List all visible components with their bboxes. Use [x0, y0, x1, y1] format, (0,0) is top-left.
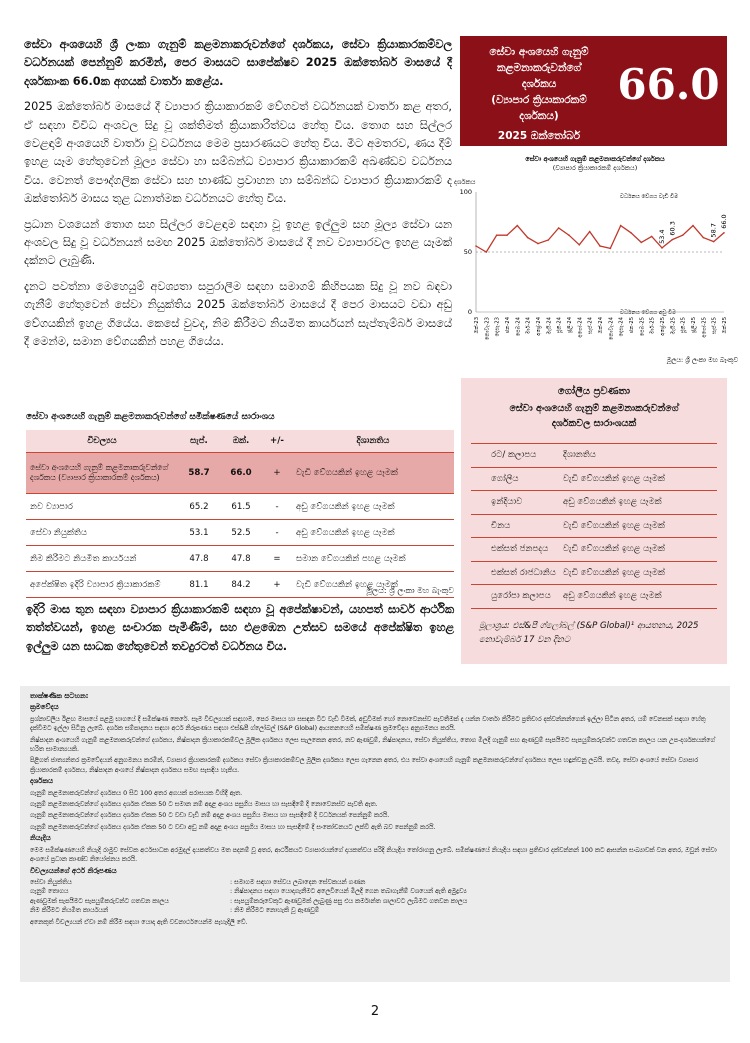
chart-source: මූලය: ශ්‍රී ලංකා මහ බැංකුව — [666, 356, 738, 364]
data-point — [548, 239, 550, 241]
region-name: එක්සත් රාජධානිය — [491, 567, 556, 578]
data-label: 58.7 — [709, 223, 718, 238]
definition-row — [30, 878, 720, 887]
table-row — [26, 520, 454, 546]
table-cell: අඩු වේගයකින් ඉහළ යෑමක් — [292, 494, 454, 520]
x-tick-label: ජන-25 — [629, 317, 635, 334]
x-tick-label: අප්‍රේ-24 — [536, 317, 542, 336]
global-panel-source: මූලාශ්‍රය: එස්&පී ග්ලෝබල් (S&P Global)¹ ආයතනය, 2025 නොවැම්බර් 17 වන දිනට — [479, 620, 699, 645]
headline-index-value: 66.0 — [617, 60, 720, 109]
definition-text: : සමාගම සඳහා සේවය ලබාදෙන සේවකයන් ගණන — [230, 878, 366, 886]
table-cell: නිම කිරීමට නියමිත කාර්යයන් — [26, 546, 178, 572]
data-point — [527, 237, 529, 239]
table-cell: 61.5 — [220, 494, 262, 520]
global-panel-title: ගෝලීය ප්‍රවණතා — [557, 386, 631, 397]
table-cell: + — [262, 572, 292, 598]
notes-text: මෙම සමීක්ෂණයෙහි නියැදි රාමුව සේවක අර්ථසාධක අරමුදල් දායකත්වය මත පදනම් වූ අතර, ආර්ථිකයට ව්‍යාපාරයන්ගේ දායකත්වය පරිදි නියැදිය තෝරාගනු ලැබේ. සමීක්ෂණයේ නියැදිය සඳහා ප්‍රතිචාර දක්වන්නන් 100 කට ආසන්න සංඛ්‍යාවක් වන අතර, ඔවුන් සේවා අංශයේ ප්‍රධාන කාණ්ඩ නියෝජනය කරයි. — [30, 846, 717, 864]
notes-heading: විචල්‍යයන්ගේ අර්ථ නිරූපණය — [30, 866, 117, 875]
notes-text: ගැනුම් කළමනාකරුවන්ගේ දර්ශකය 0 සිට 100 අතර අගයක් පරාසයක විහිදී ඇත. — [30, 789, 243, 797]
data-point — [630, 232, 632, 234]
data-label: 60.3 — [668, 221, 677, 236]
table-cell: සමාන වේගයකින් පහළ යෑමක් — [292, 546, 454, 572]
x-tick-label: දෙසැ-24 — [618, 317, 625, 337]
data-point — [713, 241, 715, 243]
table-row — [471, 468, 717, 492]
x-tick-label: නොවැ-24 — [608, 317, 615, 341]
intro-column — [24, 36, 452, 359]
table-cell: 47.8 — [220, 546, 262, 572]
global-trends-panel — [461, 378, 727, 664]
table-cell: සේවා නියුක්තිය — [26, 520, 178, 546]
data-point — [475, 245, 477, 247]
x-tick-label: ඔක්-25 — [722, 317, 728, 334]
definition-text: : නිෂ්පාදනය සඳහා යොදාගැනීමට අලෙවියෙන් මිලදී ගෙන තබාගැනීම් වශයෙන් ඇති අමුද්‍රව්‍ය — [230, 888, 467, 896]
outlook-paragraph: ඉදිරි මාස තුන සඳහා ව්‍යාපාර ක්‍රියාකාරකම් සඳහා වූ අපේක්ෂාවන්, යහපත් සාර්ව ආර්ථික තත්ත්වයන්, ඉහළ සංචාරක පැමිණීම්, සහ එළඹෙන උත්සව සමයේ අපේක්ෂිත ඉහළ ඉල්ලුම යන සාධක හේතුවෙන් තවදුරටත් වර්ධනය විය. — [26, 603, 454, 653]
column-header: සැප්. — [178, 430, 220, 453]
chart-lower-note: වර්ධනය වේගය අඩු වීම — [620, 310, 676, 316]
headline-index-box — [460, 36, 727, 146]
definition-row — [30, 897, 720, 906]
x-tick-label: මාර්-24 — [525, 317, 532, 335]
x-tick-label: අගෝ-25 — [701, 317, 708, 338]
global-panel-table — [471, 443, 717, 609]
page-number: 2 — [370, 1004, 380, 1019]
notes-text: ප්‍රශ්නාවලිය ඊළඟ මාසයේ පළමු භාගයේ දී සමීක්ෂණ කෙරේ. සෑම විචල්‍යයක් සඳහාම, පෙර මාසය හා සසඳන විට වැඩි වීමක්, අඩුවීමක් හෝ නොවෙනස්ව පැවතීමක් ද යන්න වාර්තා කිරීමට ප්‍රතිචාර දක්වන්නන්ගෙන් ඉල්ලා සිටින අතර, යම් වෙනසක් සඳහා හේතු දැක්වීමට ඉල්ලා සිටිනු ලැබේ. දර්ශක සම්පාදනය සඳහා අර්ථ නිරූපණය සඳහා එස්&පී ග්ලෝබල් (S&P Global) ආයතනයෙහි සමීක්ෂණ ක්‍රමවේදය අනුගමනය කරයි. — [30, 715, 706, 733]
hero-line: (ව්‍යාපාර ක්‍රියාකාරකම් — [491, 94, 587, 106]
data-label: 66.0 — [720, 214, 728, 229]
table-cell: 47.8 — [178, 546, 220, 572]
data-point — [558, 227, 560, 229]
table-cell: 84.2 — [220, 572, 262, 598]
table-row — [471, 585, 717, 609]
x-tick-label: අගෝ-24 — [577, 317, 584, 338]
region-name: ඉන්දියාව — [491, 497, 523, 508]
table-cell: වැඩි වේගයකින් ඉහළ යෑමක් — [292, 572, 454, 598]
definition-term: ගැනුම් තොගය — [30, 888, 69, 896]
hero-line: කළමනාකරුවන්ගේ — [496, 62, 582, 74]
notes-heading: නියැදිය — [30, 834, 51, 843]
region-trend: වැඩි වේගයකින් ඉහළ යෑමක් — [563, 567, 665, 578]
x-tick-label: මාර්-25 — [649, 317, 656, 335]
x-tick-label: පෙබ-24 — [515, 317, 522, 337]
data-label: 53.4 — [658, 229, 666, 244]
table-cell: + — [262, 453, 292, 494]
data-point — [579, 244, 581, 246]
table-row — [26, 453, 454, 494]
global-panel-subtitle-line: සේවා අංශයෙහි ගැනුම් කළමනාකරුවන්ගේ — [509, 403, 679, 414]
table-cell: - — [262, 520, 292, 546]
table-row — [471, 515, 717, 539]
body-paragraph: දැනට පවත්නා මෙහෙයුම් අවශ්‍යතා සපුරාලීම සඳහා සමාගම් කිහිපයක සිදු වූ නව බඳවා ගැනීම් හේතුවෙන් සේවා නියුක්තිය 2025 ඔක්තෝබර් මාසයේ දී පෙර මාසයට වඩා අඩු වේගයකින් ඉහළ ගියේය. කෙසේ වුවද, නිම කිරීමට නියමිත කාර්යයන් සැප්තැම්බර් මාසයේ දී මෙන්ම, සමාන වේගයකින් පහළ ගියේය. — [24, 279, 452, 349]
data-point — [568, 234, 570, 236]
table-cell: අඩු වේගයකින් ඉහළ යෑමක් — [292, 520, 454, 546]
column-header: දිශානතිය — [563, 450, 596, 461]
y-tick-label: 100 — [459, 188, 472, 196]
hero-line: 2025 ඔක්තෝබර් — [497, 130, 581, 142]
x-tick-label: නොවැ-23 — [484, 317, 491, 341]
chart-ylabel: දර්ශකය — [454, 178, 476, 186]
summary-table-source: මූලය: ශ්‍රී ලංකා මහ බැංකුව — [366, 586, 454, 595]
data-point — [723, 232, 725, 234]
notes-heading: ක්‍රමවේදය — [30, 703, 59, 712]
table-cell: 65.2 — [178, 494, 220, 520]
table-cell: වැඩි වේගයකින් ඉහළ යෑමක් — [292, 453, 454, 494]
hero-line: දර්ශකය) — [519, 110, 559, 122]
x-tick-label: මැයි-25 — [670, 317, 677, 335]
table-cell: සේවා අංශයෙහි ගැනුම් කළමනාකරුවන්ගේ දර්ශකය (ව්‍යාපාර ක්‍රියාකාරකම් දර්ශකය) — [26, 453, 178, 494]
table-row — [471, 491, 717, 515]
x-tick-label: ඔක්-24 — [598, 317, 604, 334]
region-trend: වැඩි වේගයකින් ඉහළ යෑමක් — [563, 473, 665, 484]
definition-text: : සැපයුම්කරුවෙකුට ඇණවුමක් ලැබුණු පසු එය කර්මාන්ත ශාලාවට ලැබීමට ගතවන කාලය — [230, 897, 468, 905]
x-tick-label: පෙබ-25 — [639, 317, 646, 337]
summary-table — [26, 430, 454, 598]
data-point — [620, 225, 622, 227]
data-point — [672, 239, 674, 241]
series-line — [476, 226, 724, 252]
notes-text: නිෂ්පාදන අංශයෙහි ගැනුම් කළමනාකරුවන්ගේ දර්ශකය, නිෂ්පාදන ක්‍රියාකාරකම්වල මූලික දර්ශකය ලෙස සැලකෙන අතර, නව ඇණවුම්, නිෂ්පාදනය, සේවා නියුක්තිය, තොග මිලදී ගැනුම් සහ ඇණවුම් සැපයීමට සැපයුම්කරුවන්ට ගතවන කාලය යන උප-දර්ශකයන්ගේ භරිත සාමාන්‍යයකි. — [30, 736, 715, 754]
x-tick-label: සැප්-24 — [587, 317, 594, 335]
data-point — [517, 225, 519, 227]
notes-text: අනෙකුත් විචල්‍යයන් ඒවා නම් කිරීම සඳහා යොදා ඇති වචනාර්ථයෙන්ම පැහැදිලි වේ. — [30, 918, 248, 926]
data-point — [599, 245, 601, 247]
column-header: දිශානතිය — [292, 430, 454, 453]
notes-text: ගැනුම් කළමනාකරුවන්ගේ දර්ශකය දර්ශක ඒකක 50 ට වඩා අඩු නම් අදාළ අංශය පසුගිය මාසය හා සැසඳීමේ දී සංකෝචනයට ලක්වී ඇති බව පෙන්නුම් කරයි. — [30, 823, 436, 831]
table-cell: - — [262, 494, 292, 520]
hero-line: සේවා අංශයෙහි ගැනුම් — [489, 46, 589, 58]
x-tick-label: අප්‍රේ-25 — [660, 317, 666, 336]
region-trend: අඩු වේගයකින් ඉහළ යෑමක් — [563, 591, 662, 602]
table-cell: = — [262, 546, 292, 572]
global-panel-subtitle-line: දර්ශකවල සාරාංශයක් — [551, 418, 637, 429]
x-tick-label: ජූනි-24 — [556, 317, 563, 334]
column-header: +/- — [262, 430, 292, 453]
technical-notes — [20, 686, 730, 982]
table-row — [471, 538, 717, 562]
definition-row — [30, 887, 720, 896]
x-tick-label: මැයි-24 — [546, 317, 553, 335]
data-point — [506, 234, 508, 236]
global-header-row — [471, 444, 717, 468]
data-point — [682, 234, 684, 236]
global-panel-subtitle — [461, 401, 727, 431]
x-tick-label: සැප්-25 — [711, 317, 718, 335]
lead-paragraph: සේවා අංශයෙහි ශ්‍රී ලංකා ගැනුම් කළමනාකරුවන්ගේ දර්ශකය, සේවා ක්‍රියාකාරකම්වල වර්ධනයක් පෙන්නුම් කරමින්, පෙර මාසයට සාපේක්ෂව 2025 ඔක්තෝබර් මාසයේ දී දර්ශකාංක 66.0ක අගයක් වාර්තා කළේය. — [24, 38, 452, 88]
table-header-row — [26, 430, 454, 453]
definition-row — [30, 906, 720, 915]
definition-term: නිම කිරීමට නියමිත කාර්යයන් — [30, 907, 109, 915]
x-tick-label: ඔක්-23 — [474, 317, 480, 334]
table-cell: 66.0 — [220, 453, 262, 494]
notes-text: පිළිගත් ජාත්‍යන්තර ක්‍රමවේදයන් අනුගමනය කරමින්, ව්‍යාපාර ක්‍රියාකාරකම් දර්ශකය සේවා ක්‍රියාකාරකම්වල මූලික දර්ශකය ලෙස ගැනෙන අතර, එය සේවා අංශයෙහි ගැනුම් කළමනාකරුවන්ගේ දර්ශකය ලෙස හඳුන්වනු ලබයි. තවද, සේවා අංශයේ සේවා ව්‍යාපාර ක්‍රියාකාරකම් දර්ශකය, නිෂ්පාදන අංශයේ නිෂ්පාදන දර්ශකය සමඟ සැසඳිය හැකිය. — [30, 757, 699, 774]
table-cell: 81.1 — [178, 572, 220, 598]
notes-text: ගැනුම් කළමනාකරුවන්ගේ දර්ශකය දර්ශක ඒකක 50 ට සමාන නම් අදාළ අංශය පසුගිය මාසය හා සැසඳීමේ දී නොවෙනස්ව පැවති ඇත. — [30, 801, 378, 809]
region-name: යුරෝපා කලාපය — [491, 591, 551, 602]
column-header: රට/ කලාපය — [491, 450, 537, 461]
notes-text: ගැනුම් කළමනාකරුවන්ගේ දර්ශකය දර්ශක ඒකක 50 ට වඩා වැඩි නම් අදාළ අංශය පසුගිය මාසය හා සැසඳීමේ දී වර්ධනයක් පෙන්නුම් කරයි. — [30, 812, 390, 820]
data-point — [692, 225, 694, 227]
data-point — [651, 236, 653, 238]
data-point — [589, 231, 591, 233]
x-tick-label: දෙසැ-23 — [494, 317, 501, 337]
definition-term: ඇණවුමක් සැපයීමට සැපයුම්කරුවන්ට ගතවන කාලය — [30, 897, 169, 905]
notes-heading: දර්ශකය — [30, 777, 54, 786]
headline-index-label — [468, 44, 610, 144]
region-name: චීනය — [491, 520, 511, 531]
chart-subtitle: (ව්‍යාපාර ක්‍රියාකාරකම් දර්ශකය) — [552, 164, 638, 172]
chart-svg — [450, 150, 740, 370]
summary-table-title: සේවා අංශයෙහි ගැනුම් කළමනාකරුවන්ගේ සමීක්ෂණයේ සාරාංශය — [26, 412, 275, 422]
table-cell: 53.1 — [178, 520, 220, 546]
data-point — [703, 237, 705, 239]
x-tick-label: ජන-24 — [505, 317, 511, 334]
table-cell: අපේක්ෂිත ඉදිරි ව්‍යාපාර ක්‍රියාකාරකම් — [26, 572, 178, 598]
region-trend: වැඩි වේගයකින් ඉහළ යෑමක් — [563, 520, 665, 531]
data-point — [661, 247, 663, 249]
y-tick-label: 0 — [467, 308, 472, 316]
x-tick-label: ජූලි-24 — [567, 317, 573, 333]
table-cell: 58.7 — [178, 453, 220, 494]
region-trend: වැඩි වේගයකින් ඉහළ යෑමක් — [563, 544, 665, 555]
x-tick-label: ජූලි-25 — [691, 317, 697, 333]
definition-text: : නිම කිරීමට නොහැකි වූ ඇණවුම් — [230, 907, 320, 915]
region-trend: අඩු වේගයකින් ඉහළ යෑමක් — [563, 497, 662, 508]
data-point — [641, 242, 643, 244]
table-cell: 52.5 — [220, 520, 262, 546]
definition-term: සේවා නියුක්තිය — [30, 878, 72, 886]
data-point — [496, 234, 498, 236]
body-paragraph: 2025 ඔක්තෝබර් මාසයේ දී ව්‍යාපාර ක්‍රියාකාරකම් වේගවත් වර්ධනයක් වාර්තා කළ අතර, ඒ සඳහා විවිධ අංශවල සිදු වූ ශක්තිමත් ක්‍රියාකාරිත්වය හේතු විය. තොග සහ සිල්ලර වෙළඳාම් අංශයෙහි වාර්තා වූ වර්ධනය මෙම ප්‍රසාරණයට හේතු විය. මීට අමතරව, ණය දීම් ඉහළ යෑම හේතුවෙන් මූල්‍ය සේවා හා සම්බන්ධ ව්‍යාපාර ක්‍රියාකාරකම් අඛණ්ඩව වර්ධනය විය. වෙනත් පෞද්ගලික සේවා සහ භාණ්ඩ ප්‍රවාහන හා සම්බන්ධ ව්‍යාපාර ක්‍රියාකාරකම් ද ඔක්තෝබර් මාසය තුළ ධනාත්මක වර්ධනයට හේතු විය. — [24, 100, 452, 206]
data-point — [610, 248, 612, 250]
pmi-line-chart — [450, 150, 740, 370]
region-name: ගෝලීය — [491, 473, 519, 484]
hero-line: දර්ශකය — [521, 78, 557, 90]
chart-upper-note: වර්ධනය වේගය වැඩි වීම — [620, 194, 679, 200]
table-row — [26, 546, 454, 572]
table-row — [471, 562, 717, 586]
data-point — [486, 251, 488, 253]
region-name: එක්සත් ජනපදය — [491, 544, 549, 555]
data-point — [537, 243, 539, 245]
notes-title: තාක්ෂණික සටහන: — [30, 692, 89, 700]
table-cell: නව ව්‍යාපාර — [26, 494, 178, 520]
body-paragraph: ප්‍රධාන වශයෙන් තොග සහ සිල්ලර වෙළඳාම සඳහා වූ ඉහළ ඉල්ලුම සහ මූල්‍ය සේවා යන අංශවල සිදු වූ වර්ධනයන් සමඟ 2025 ඔක්තෝබර් මාසයේ දී නව ව්‍යාපාරවල ඉහළ යෑමක් දක්නට ලැබුණි. — [24, 217, 452, 268]
y-tick-label: 50 — [463, 248, 472, 256]
x-tick-label: ජූනි-25 — [680, 317, 687, 334]
column-header: විචල්‍යය — [26, 430, 178, 453]
table-row — [26, 494, 454, 520]
column-header: ඔක්. — [220, 430, 262, 453]
chart-title: සේවා අංශයෙහි ගැනුම් කළමනාකරුවන්ගේ දර්ශකය — [525, 155, 665, 163]
